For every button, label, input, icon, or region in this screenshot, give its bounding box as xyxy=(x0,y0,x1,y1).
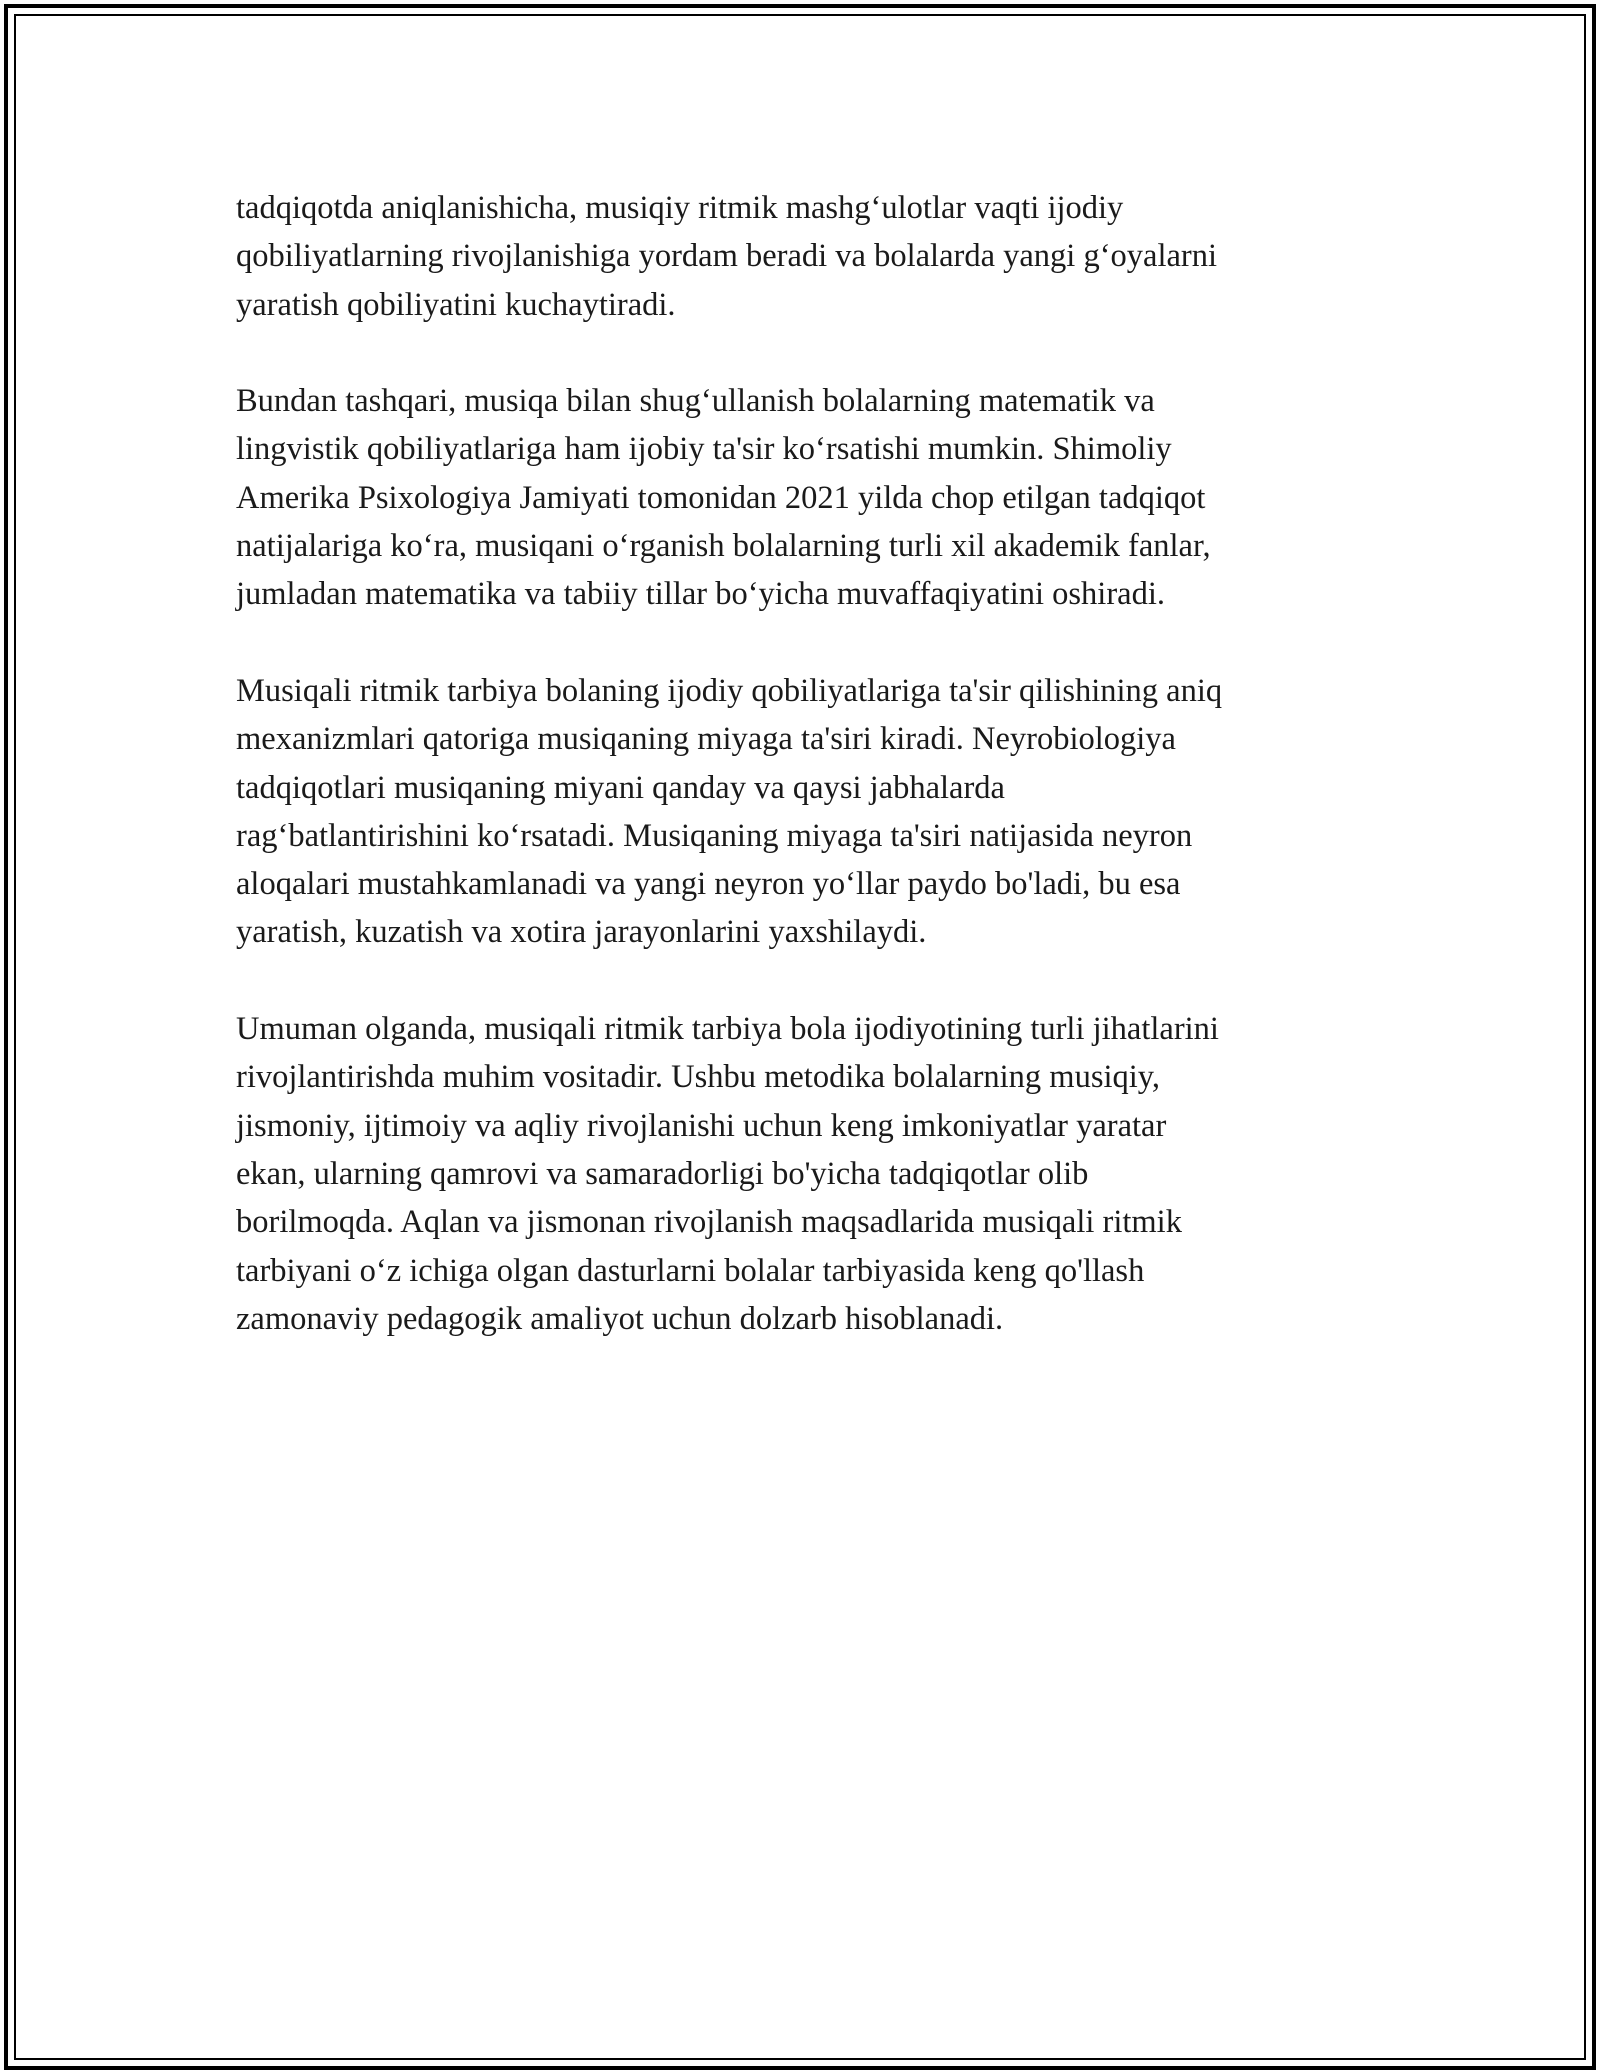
paragraph-line: tadqiqotda aniqlanishicha, musiqiy ritmik mashg‘ulotlar vaqti ijodiy xyxy=(236,190,1124,226)
paragraph-line: qobiliyatlarning rivojlanishiga yordam beradi va bolalarda yangi g‘oyalarni xyxy=(236,238,1218,275)
paragraph-2 xyxy=(236,377,1386,618)
paragraph-line: mexanizmlari qatoriga musiqaning miyaga ta'siri kiradi. Neyrobiologiya xyxy=(236,721,1176,758)
paragraph-line: tadqiqotlari musiqaning miyani qanday va qaysi jabhalarda xyxy=(236,769,1005,806)
paragraph-line: jismoniy, ijtimoiy va aqliy rivojlanishi uchun keng imkoniyatlar yaratar xyxy=(236,1107,1167,1144)
paragraph-line: jumladan matematika va tabiiy tillar bo‘yicha muvaffaqiyatini oshiradi. xyxy=(236,576,1165,613)
paragraph-line: lingvistik qobiliyatlariga ham ijobiy ta'sir ko‘rsatishi mumkin. Shimoliy xyxy=(236,431,1172,468)
paragraph-line: natijalariga ko‘ra, musiqani o‘rganish bolalarning turli xil akademik fanlar, xyxy=(236,528,1211,565)
paragraph-line: Bundan tashqari, musiqa bilan shug‘ullanish bolalarning matematik va xyxy=(236,383,1155,420)
paragraph-line: rag‘batlantirishini ko‘rsatadi. Musiqaning miyaga ta'siri natijasida neyron xyxy=(236,817,1193,854)
paragraph-line: yaratish qobiliyatini kuchaytiradi. xyxy=(236,286,676,323)
paragraph-line: Umuman olganda, musiqali ritmik tarbiya bola ijodiyotining turli jihatlarini xyxy=(236,1011,1219,1048)
paragraph-line: Musiqali ritmik tarbiya bolaning ijodiy qobiliyatlariga ta'sir qilishining aniq xyxy=(236,672,1223,709)
document-body xyxy=(236,184,1386,1391)
paragraph-line: yaratish, kuzatish va xotira jarayonlarini yaxshilaydi. xyxy=(236,914,927,951)
paragraph-line: borilmoqda. Aqlan va jismonan rivojlanish maqsadlarida musiqali ritmik xyxy=(236,1204,1182,1241)
paragraph-line: tarbiyani o‘z ichiga olgan dasturlarni bolalar tarbiyasida keng qo'llash xyxy=(236,1252,1145,1289)
paragraph-1 xyxy=(236,184,1386,329)
paragraph-line: aloqalari mustahkamlanadi va yangi neyron yo‘llar paydo bo'ladi, bu esa xyxy=(236,866,1181,903)
paragraph-4 xyxy=(236,1005,1386,1343)
paragraph-line: ekan, ularning qamrovi va samaradorligi bo'yicha tadqiqotlar olib xyxy=(236,1155,1089,1192)
paragraph-line: Amerika Psixologiya Jamiyati tomonidan 2021 yilda chop etilgan tadqiqot xyxy=(236,479,1206,516)
paragraph-3 xyxy=(236,667,1386,957)
paragraph-line: rivojlantirishda muhim vositadir. Ushbu metodika bolalarning musiqiy, xyxy=(236,1059,1161,1096)
paragraph-line: zamonaviy pedagogik amaliyot uchun dolzarb hisoblanadi. xyxy=(236,1300,1004,1337)
